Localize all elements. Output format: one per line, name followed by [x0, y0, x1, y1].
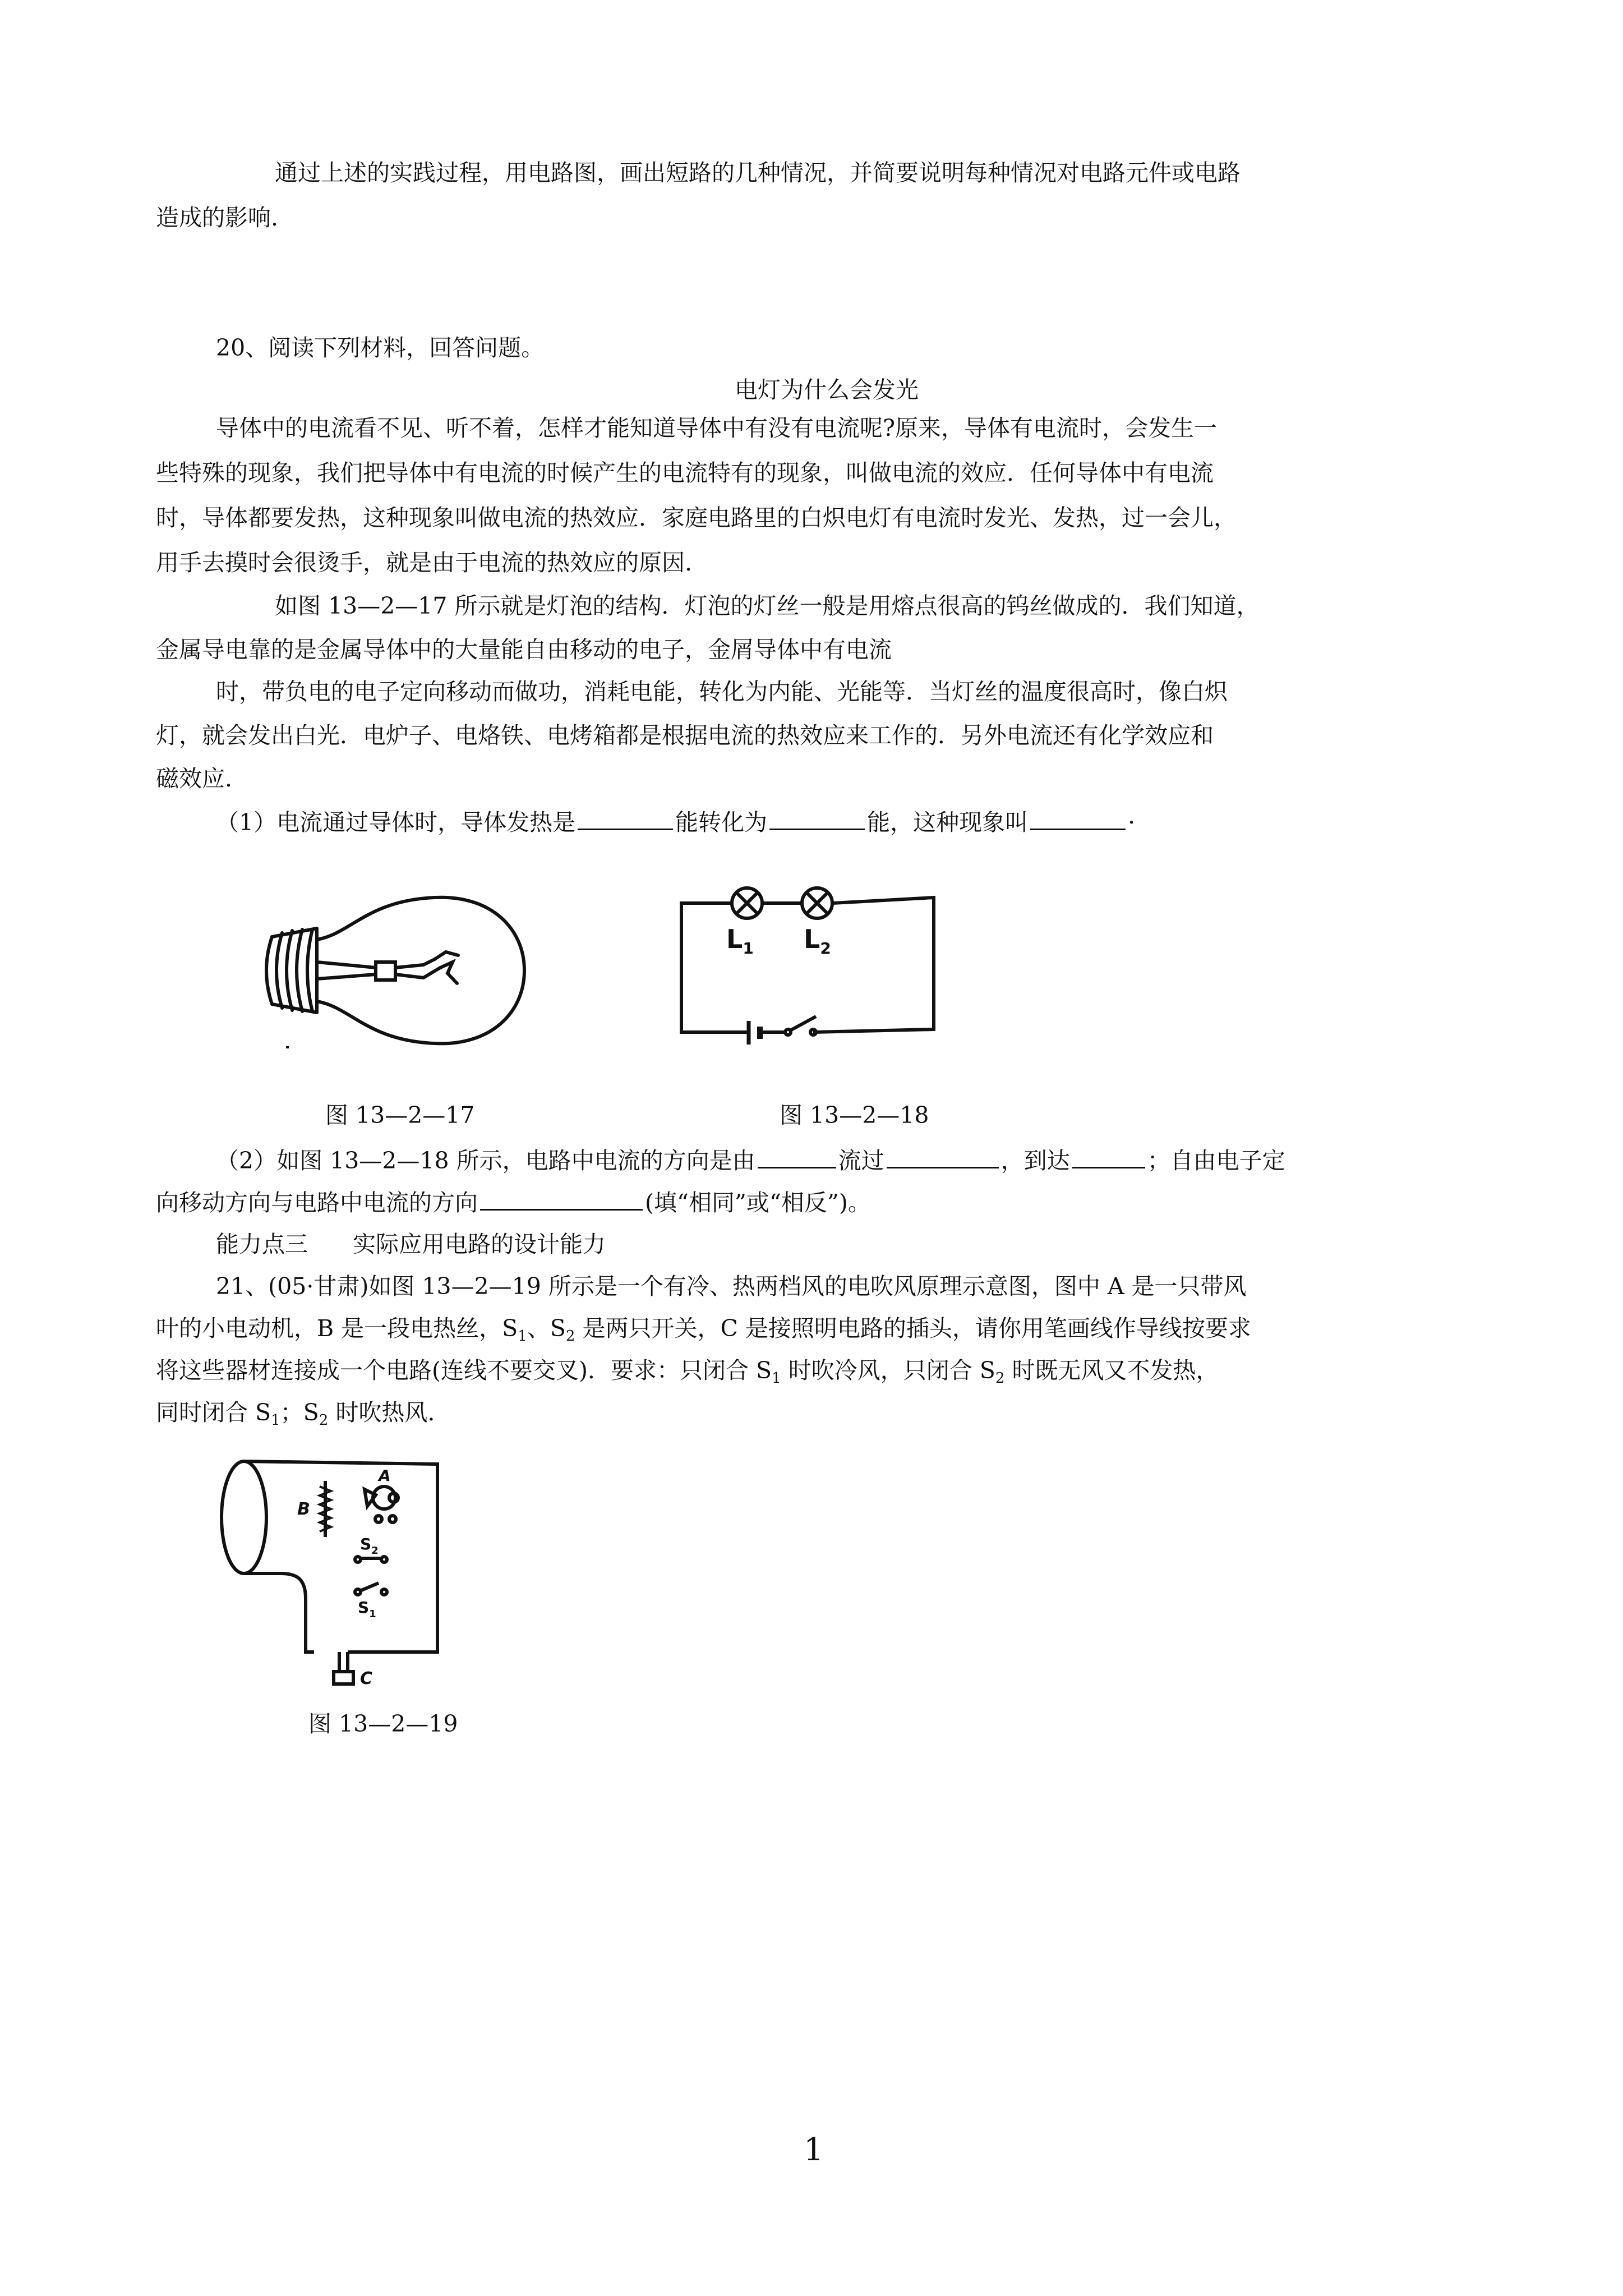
- q21-l4-sub2: 2: [319, 1412, 329, 1429]
- page-number: 1: [804, 2132, 824, 2168]
- q20-p1-line-2: 些特殊的现象，我们把导体中有电流的时候产生的电流特有的现象，叫做电流的效应．任何导体中有电流: [156, 459, 1214, 486]
- lightbulb-figure: [255, 884, 558, 1063]
- q20-sub2-text-d: ；自由电子定: [1147, 1147, 1285, 1174]
- q21-line-3: [156, 1355, 1219, 1394]
- q21-line-2: [156, 1313, 1251, 1352]
- answer-blank-5[interactable]: [887, 1144, 999, 1168]
- figure-caption-18: 图 13—2—18: [780, 1102, 929, 1129]
- q21-l2-sub1: 1: [518, 1328, 527, 1345]
- q21-line-1: 21、(05·甘肃)如图 13—2—19 所示是一个有冷、热两档风的电吹风原理示意图，图中 A 是一只带风: [216, 1273, 1247, 1300]
- q21-line-4: [156, 1397, 435, 1436]
- circuit-figure: [670, 875, 951, 1055]
- ability-heading-b: 实际应用电路的设计能力: [353, 1231, 606, 1258]
- label-s2: $S_2$: [360, 1535, 379, 1557]
- figure-caption-19: 图 13—2—19: [308, 1710, 458, 1737]
- q20-sub1-text-b: 能转化为: [675, 809, 768, 836]
- label-l1: $L_1$: [726, 924, 754, 958]
- q20-p1-line-3: 时，导体都要发热，这种现象叫做电流的热效应．家庭电路里的白炽电灯有电流时发光、发热，过一会儿，: [156, 504, 1237, 531]
- q20-sub2-l2-text-a: 向移动方向与电路中电流的方向: [156, 1189, 478, 1216]
- q21-l3-c: 时既无风又不发热，: [1004, 1357, 1219, 1384]
- label-b: B: [297, 1499, 310, 1519]
- q20-sub1-text-d: ·: [1128, 809, 1136, 836]
- answer-blank-4[interactable]: [758, 1144, 836, 1168]
- q19-line-1: 通过上述的实践过程，用电路图，画出短路的几种情况，并简要说明每种情况对电路元件或电路: [275, 159, 1241, 186]
- label-l2: $L_2$: [804, 924, 831, 958]
- label-s1: $S_1$: [358, 1598, 376, 1620]
- q19-line-2: 造成的影响.: [156, 204, 279, 231]
- q20-sub2-l2-text-b: (填“相同”或“相反”)。: [645, 1189, 871, 1216]
- q20-sub2-text-a: （2）如图 13—2—18 所示，电路中电流的方向是由: [216, 1147, 755, 1174]
- q20-sub1-text-c: 能，这种现象叫: [867, 809, 1029, 836]
- q21-l3-a: 将这些器材连接成一个电路(连线不要交叉)．要求：只闭合 S: [156, 1357, 772, 1384]
- ability-heading: [216, 1228, 606, 1260]
- q20-p2-line-1: 如图 13—2—17 所示就是灯泡的结构．灯泡的灯丝一般是用熔点很高的钨丝做成的．我们知道，: [275, 592, 1260, 619]
- q20-sub1: [216, 806, 1135, 838]
- q21-l3-sub1: 1: [772, 1370, 781, 1387]
- q21-l2-c: 是两只开关，C 是接照明电路的插头，请你用笔画线作导线按要求: [575, 1315, 1251, 1342]
- answer-blank-1[interactable]: [578, 806, 673, 830]
- q21-l4-c: 时吹热风.: [328, 1399, 435, 1426]
- q21-l4-sub1: 1: [271, 1412, 280, 1429]
- label-a: A: [379, 1466, 391, 1485]
- ability-heading-a: 能力点三: [216, 1231, 308, 1258]
- figure-caption-17: 图 13—2—17: [325, 1102, 475, 1129]
- q20-heading: 20、阅读下列材料，回答问题。: [216, 334, 545, 361]
- hair-dryer-figure: [213, 1453, 449, 1694]
- q21-l3-b: 时吹冷风，只闭合 S: [781, 1357, 995, 1384]
- q20-p3-line-1: 时，带负电的电子定向移动而做功，消耗电能，转化为内能、光能等．当灯丝的温度很高时，像白炽: [216, 678, 1228, 705]
- q20-sub2-text-c: ，到达: [1000, 1147, 1070, 1174]
- q20-p1-line-1: 导体中的电流看不见、听不着，怎样才能知道导体中有没有电流呢?原来，导体有电流时，会发生一: [216, 415, 1217, 441]
- q20-title: 电灯为什么会发光: [735, 376, 919, 403]
- q20-p1-line-4: 用手去摸时会很烫手，就是由于电流的热效应的原因.: [156, 549, 693, 576]
- answer-blank-2[interactable]: [769, 806, 865, 830]
- q20-p3-line-3: 磁效应.: [156, 765, 233, 792]
- q21-l4-a: 同时闭合 S: [156, 1399, 271, 1426]
- q20-sub2-text-b: 流过: [838, 1147, 884, 1174]
- q20-p2-line-2: 金属导电靠的是金属导体中的大量能自由移动的电子，金屑导体中有电流: [156, 636, 892, 663]
- q20-sub1-text-a: （1）电流通过导体时，导体发热是: [216, 809, 576, 836]
- label-c: C: [360, 1669, 373, 1688]
- q21-l2-b: 、S: [527, 1315, 566, 1342]
- q21-l2-sub2: 2: [565, 1328, 575, 1345]
- q21-l4-b: ；S: [280, 1399, 319, 1426]
- q21-l3-sub2: 2: [995, 1370, 1005, 1387]
- answer-blank-3[interactable]: [1030, 806, 1126, 830]
- q20-sub2-line-1: [216, 1144, 1285, 1176]
- q20-p3-line-2: 灯，就会发出白光．电炉子、电烙铁、电烤箱都是根据电流的热效应来工作的．另外电流还有化学效应和: [156, 722, 1214, 749]
- q21-l2-a: 叶的小电动机，B 是一段电热丝，S: [156, 1315, 518, 1342]
- answer-blank-7[interactable]: [480, 1186, 643, 1211]
- q20-sub2-line-2: [156, 1186, 871, 1218]
- answer-blank-6[interactable]: [1072, 1144, 1145, 1168]
